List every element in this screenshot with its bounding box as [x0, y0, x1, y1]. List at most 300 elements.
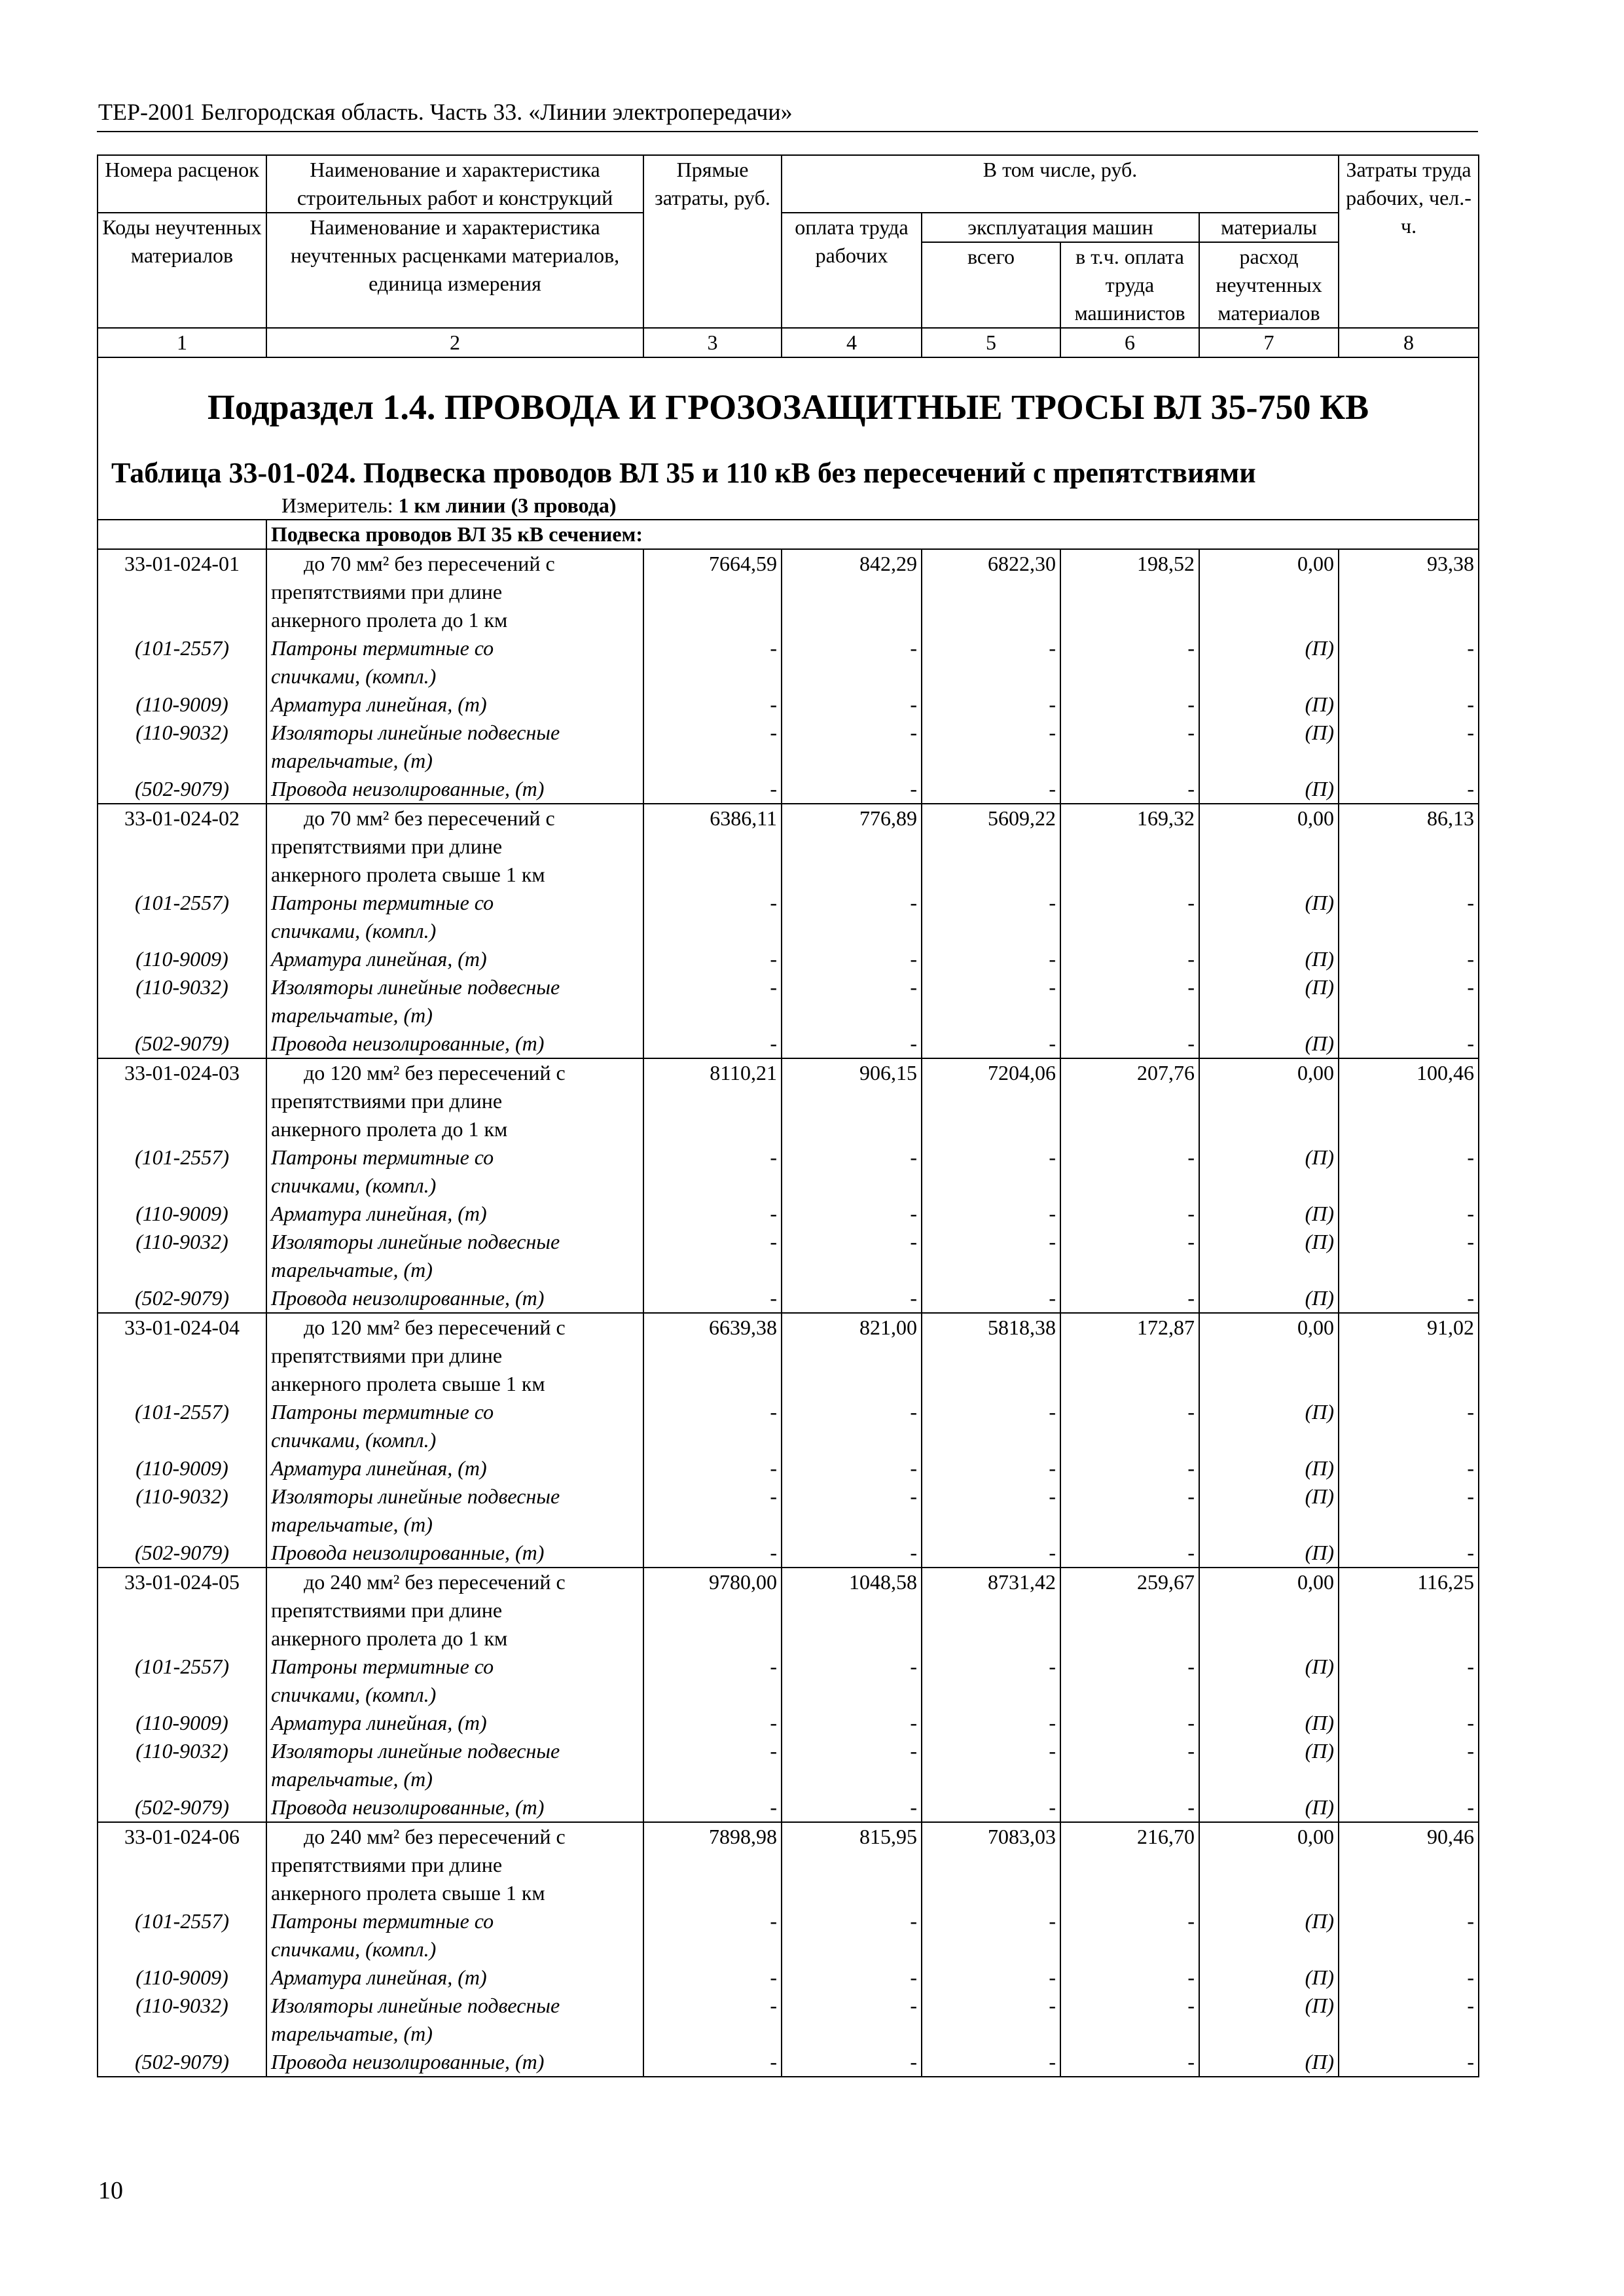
- dash-cell: -: [782, 634, 922, 691]
- text-line: Патроны термитные со: [271, 1909, 494, 1933]
- text-line: анкерного пролета свыше 1 км: [271, 1881, 545, 1905]
- dash-cell: -: [922, 634, 1060, 691]
- dash-cell: -: [643, 1964, 782, 1992]
- material-mark: (П): [1199, 945, 1339, 973]
- col1-bottom-header: Коды неучтенных материалов: [98, 213, 266, 328]
- dash-cell: -: [643, 945, 782, 973]
- dash-cell: -: [643, 719, 782, 775]
- rate-materials: 0,00: [1199, 1313, 1339, 1398]
- material-row: [98, 1030, 1479, 1058]
- rate-materials: 0,00: [1199, 549, 1339, 634]
- material-row: [98, 1793, 1479, 1822]
- dash-cell: -: [1339, 1454, 1479, 1482]
- dash-cell: -: [782, 1200, 922, 1228]
- material-mark: (П): [1199, 634, 1339, 691]
- material-row: [98, 634, 1479, 691]
- material-code: (101-2557): [98, 1653, 266, 1709]
- rate-hours: 116,25: [1339, 1568, 1479, 1653]
- text-line: Арматура линейная, (т): [271, 1202, 487, 1225]
- dash-cell: -: [922, 1992, 1060, 2048]
- rate-code: 33-01-024-05: [98, 1568, 266, 1653]
- dash-cell: -: [1060, 1709, 1199, 1737]
- dash-cell: -: [1060, 1454, 1199, 1482]
- dash-cell: -: [782, 1228, 922, 1284]
- rate-labor: 842,29: [782, 549, 922, 634]
- dash-cell: -: [782, 1793, 922, 1822]
- dash-cell: -: [1060, 634, 1199, 691]
- column-number: 6: [1060, 328, 1199, 357]
- dash-cell: -: [922, 1653, 1060, 1709]
- rate-machines: 5609,22: [922, 804, 1060, 889]
- material-row: [98, 2048, 1479, 2077]
- rate-hours: 93,38: [1339, 549, 1479, 634]
- dash-cell: -: [1339, 973, 1479, 1030]
- dash-cell: -: [782, 1539, 922, 1568]
- dash-cell: -: [782, 1398, 922, 1454]
- rate-labor: 906,15: [782, 1058, 922, 1143]
- dash-cell: -: [1339, 1907, 1479, 1964]
- material-row: [98, 945, 1479, 973]
- column-number: 1: [98, 328, 266, 357]
- material-mark: (П): [1199, 1907, 1339, 1964]
- text-line: Провода неизолированные, (т): [271, 1031, 545, 1055]
- dash-cell: -: [922, 1143, 1060, 1200]
- material-code: (110-9009): [98, 1454, 266, 1482]
- dash-cell: -: [1060, 2048, 1199, 2077]
- dash-cell: -: [1339, 1482, 1479, 1539]
- material-row: [98, 1709, 1479, 1737]
- material-code: (101-2557): [98, 634, 266, 691]
- material-name: [266, 634, 643, 691]
- dash-cell: -: [1060, 1284, 1199, 1313]
- material-row: [98, 1228, 1479, 1284]
- material-code: (110-9009): [98, 1964, 266, 1992]
- dash-cell: -: [782, 889, 922, 945]
- dash-cell: -: [1339, 1284, 1479, 1313]
- dash-cell: -: [643, 1200, 782, 1228]
- dash-cell: -: [922, 1200, 1060, 1228]
- text-line: препятствиями при длине: [271, 1344, 503, 1367]
- dash-cell: -: [1060, 945, 1199, 973]
- text-line: спичками, (компл.): [271, 1174, 437, 1197]
- text-line: препятствиями при длине: [271, 1853, 503, 1876]
- material-code: (502-9079): [98, 775, 266, 804]
- material-name: [266, 1992, 643, 2048]
- dash-cell: -: [922, 1709, 1060, 1737]
- text-line: Провода неизолированные, (т): [271, 1286, 545, 1310]
- header-row-2: [98, 213, 1479, 242]
- material-mark: (П): [1199, 691, 1339, 719]
- text-line: тарельчатые, (т): [271, 1767, 433, 1791]
- text-line: спичками, (компл.): [271, 1428, 437, 1452]
- material-mark: (П): [1199, 1143, 1339, 1200]
- dash-cell: -: [922, 775, 1060, 804]
- material-code: (110-9009): [98, 1709, 266, 1737]
- material-name: [266, 775, 643, 804]
- dash-cell: -: [782, 1709, 922, 1737]
- dash-cell: -: [922, 889, 1060, 945]
- dash-cell: -: [782, 1964, 922, 1992]
- dash-cell: -: [643, 634, 782, 691]
- rate-hours: 91,02: [1339, 1313, 1479, 1398]
- dash-cell: -: [922, 1454, 1060, 1482]
- rate-labor: 821,00: [782, 1313, 922, 1398]
- rate-direct: 6386,11: [643, 804, 782, 889]
- material-code: (110-9032): [98, 719, 266, 775]
- dash-cell: -: [782, 1992, 922, 2048]
- rate-drivers: 259,67: [1060, 1568, 1199, 1653]
- material-row: [98, 1143, 1479, 1200]
- text-line: Арматура линейная, (т): [271, 947, 487, 971]
- dash-cell: -: [1339, 2048, 1479, 2077]
- dash-cell: -: [782, 1482, 922, 1539]
- dash-cell: -: [782, 1143, 922, 1200]
- rate-code: 33-01-024-01: [98, 549, 266, 634]
- material-code: (110-9009): [98, 945, 266, 973]
- material-row: [98, 719, 1479, 775]
- text-line: спичками, (компл.): [271, 919, 437, 942]
- text-line: Патроны термитные со: [271, 1145, 494, 1169]
- rate-labor: 776,89: [782, 804, 922, 889]
- dash-cell: -: [643, 1228, 782, 1284]
- material-mark: (П): [1199, 1398, 1339, 1454]
- material-name: [266, 1653, 643, 1709]
- dash-cell: -: [643, 1482, 782, 1539]
- dash-cell: -: [1339, 1539, 1479, 1568]
- dash-cell: -: [1060, 1793, 1199, 1822]
- group-heading: Подвеска проводов ВЛ 35 кВ сечением:: [266, 520, 1479, 549]
- column-number: 7: [1199, 328, 1339, 357]
- rate-description: [266, 804, 643, 889]
- text-line: тарельчатые, (т): [271, 2022, 433, 2045]
- text-line: до 70 мм² без пересечений с: [304, 552, 555, 575]
- dash-cell: -: [782, 973, 922, 1030]
- header-divider: [97, 131, 1478, 132]
- material-code: (110-9032): [98, 1737, 266, 1793]
- dash-cell: -: [1339, 1398, 1479, 1454]
- rate-hours: 86,13: [1339, 804, 1479, 889]
- dash-cell: -: [1339, 1143, 1479, 1200]
- dash-cell: -: [643, 1398, 782, 1454]
- col4-header: оплата труда рабочих: [782, 213, 922, 328]
- rate-hours: 100,46: [1339, 1058, 1479, 1143]
- dash-cell: -: [1060, 1737, 1199, 1793]
- material-code: (502-9079): [98, 1793, 266, 1822]
- rate-description: [266, 1313, 643, 1398]
- dash-cell: -: [1060, 775, 1199, 804]
- dash-cell: -: [922, 1793, 1060, 1822]
- dash-cell: -: [1339, 775, 1479, 804]
- text-line: Патроны термитные со: [271, 891, 494, 914]
- material-row: [98, 775, 1479, 804]
- material-mark: (П): [1199, 973, 1339, 1030]
- material-row: [98, 973, 1479, 1030]
- text-line: анкерного пролета до 1 км: [271, 1117, 508, 1141]
- dash-cell: -: [1339, 889, 1479, 945]
- dash-cell: -: [1060, 1030, 1199, 1058]
- page-header-title: ТЕР-2001 Белгородская область. Часть 33. «Линии электропередачи»: [98, 99, 793, 125]
- dash-cell: -: [782, 1907, 922, 1964]
- material-name: [266, 719, 643, 775]
- text-line: до 240 мм² без пересечений с: [304, 1570, 566, 1594]
- material-code: (101-2557): [98, 889, 266, 945]
- text-line: Изоляторы линейные подвесные: [271, 1484, 560, 1508]
- col7-header: расход неучтенных материалов: [1199, 242, 1339, 328]
- text-line: тарельчатые, (т): [271, 1003, 433, 1027]
- rate-description: [266, 549, 643, 634]
- text-line: тарельчатые, (т): [271, 1258, 433, 1282]
- col1-top-header: Номера расценок: [98, 155, 266, 213]
- dash-cell: -: [1339, 719, 1479, 775]
- material-name: [266, 1398, 643, 1454]
- material-code: (110-9032): [98, 1228, 266, 1284]
- material-mark: (П): [1199, 889, 1339, 945]
- text-line: тарельчатые, (т): [271, 1513, 433, 1536]
- text-line: до 70 мм² без пересечений с: [304, 806, 555, 830]
- rates-table: [97, 154, 1479, 2077]
- material-name: [266, 945, 643, 973]
- dash-cell: -: [782, 945, 922, 973]
- material-name: [266, 1964, 643, 1992]
- text-line: Патроны термитные со: [271, 1400, 494, 1424]
- rate-row: [98, 804, 1479, 889]
- rate-drivers: 172,87: [1060, 1313, 1199, 1398]
- material-mark: (П): [1199, 1539, 1339, 1568]
- dash-cell: -: [1339, 1653, 1479, 1709]
- text-line: Изоляторы линейные подвесные: [271, 975, 560, 999]
- subsection-title: Подраздел 1.4. ПРОВОДА И ГРОЗОЗАЩИТНЫЕ ТРОСЫ ВЛ 35-750 КВ: [207, 387, 1369, 427]
- dash-cell: -: [782, 1030, 922, 1058]
- text-line: Арматура линейная, (т): [271, 692, 487, 716]
- material-mark: (П): [1199, 1200, 1339, 1228]
- material-code: (101-2557): [98, 1398, 266, 1454]
- dash-cell: -: [922, 945, 1060, 973]
- material-name: [266, 1454, 643, 1482]
- text-line: до 120 мм² без пересечений с: [304, 1316, 566, 1339]
- material-code: (110-9032): [98, 1992, 266, 2048]
- rate-machines: 8731,42: [922, 1568, 1060, 1653]
- text-line: препятствиями при длине: [271, 1089, 503, 1113]
- material-row: [98, 1284, 1479, 1313]
- rate-materials: 0,00: [1199, 1822, 1339, 1907]
- material-mark: (П): [1199, 1030, 1339, 1058]
- dash-cell: -: [643, 775, 782, 804]
- rate-row: [98, 1568, 1479, 1653]
- dash-cell: -: [1060, 719, 1199, 775]
- rate-materials: 0,00: [1199, 804, 1339, 889]
- dash-cell: -: [1339, 1030, 1479, 1058]
- dash-cell: -: [782, 1454, 922, 1482]
- dash-cell: -: [1060, 889, 1199, 945]
- dash-cell: -: [1339, 1992, 1479, 2048]
- dash-cell: -: [922, 691, 1060, 719]
- included-header: В том числе, руб.: [782, 155, 1339, 213]
- measure-value: 1 км линии (3 провода): [398, 493, 617, 517]
- material-name: [266, 1030, 643, 1058]
- rate-direct: 8110,21: [643, 1058, 782, 1143]
- dash-cell: -: [1060, 973, 1199, 1030]
- rate-drivers: 207,76: [1060, 1058, 1199, 1143]
- material-row: [98, 1964, 1479, 1992]
- text-line: Провода неизолированные, (т): [271, 777, 545, 800]
- material-name: [266, 1907, 643, 1964]
- dash-cell: -: [643, 1907, 782, 1964]
- dash-cell: -: [782, 719, 922, 775]
- text-line: анкерного пролета до 1 км: [271, 608, 508, 632]
- dash-cell: -: [1060, 1398, 1199, 1454]
- material-code: (502-9079): [98, 1539, 266, 1568]
- dash-cell: -: [922, 973, 1060, 1030]
- dash-cell: -: [1060, 691, 1199, 719]
- text-line: анкерного пролета свыше 1 км: [271, 1372, 545, 1395]
- material-name: [266, 1284, 643, 1313]
- dash-cell: -: [1339, 1228, 1479, 1284]
- dash-cell: -: [1339, 1709, 1479, 1737]
- material-mark: (П): [1199, 1793, 1339, 1822]
- dash-cell: -: [1060, 1964, 1199, 1992]
- rate-description: [266, 1568, 643, 1653]
- dash-cell: -: [643, 1737, 782, 1793]
- section-heading-row: [98, 357, 1479, 520]
- material-code: (110-9032): [98, 973, 266, 1030]
- material-mark: (П): [1199, 2048, 1339, 2077]
- material-name: [266, 1143, 643, 1200]
- material-row: [98, 1482, 1479, 1539]
- column-number: 2: [266, 328, 643, 357]
- dash-cell: -: [1060, 1482, 1199, 1539]
- dash-cell: -: [643, 1793, 782, 1822]
- text-line: препятствиями при длине: [271, 1598, 503, 1622]
- text-line: Арматура линейная, (т): [271, 1965, 487, 1989]
- dash-cell: -: [922, 1398, 1060, 1454]
- dash-cell: -: [1060, 1992, 1199, 2048]
- material-row: [98, 1539, 1479, 1568]
- dash-cell: -: [643, 2048, 782, 2077]
- material-row: [98, 889, 1479, 945]
- dash-cell: -: [643, 1030, 782, 1058]
- material-code: (502-9079): [98, 1030, 266, 1058]
- rate-row: [98, 1822, 1479, 1907]
- material-mark: (П): [1199, 719, 1339, 775]
- column-number: 4: [782, 328, 922, 357]
- rate-drivers: 169,32: [1060, 804, 1199, 889]
- rate-code: 33-01-024-03: [98, 1058, 266, 1143]
- rate-direct: 9780,00: [643, 1568, 782, 1653]
- dash-cell: -: [922, 1907, 1060, 1964]
- dash-cell: -: [643, 1709, 782, 1737]
- rate-description: [266, 1058, 643, 1143]
- text-line: до 120 мм² без пересечений с: [304, 1061, 566, 1085]
- text-line: Изоляторы линейные подвесные: [271, 721, 560, 744]
- rate-description: [266, 1822, 643, 1907]
- dash-cell: -: [1339, 1964, 1479, 1992]
- dash-cell: -: [1339, 945, 1479, 973]
- materials-header: материалы: [1199, 213, 1339, 242]
- rate-machines: 5818,38: [922, 1313, 1060, 1398]
- column-number: 8: [1339, 328, 1479, 357]
- material-row: [98, 1454, 1479, 1482]
- dash-cell: -: [1060, 1907, 1199, 1964]
- material-mark: (П): [1199, 1228, 1339, 1284]
- dash-cell: -: [643, 889, 782, 945]
- dash-cell: -: [922, 1539, 1060, 1568]
- dash-cell: -: [782, 1284, 922, 1313]
- material-mark: (П): [1199, 1653, 1339, 1709]
- material-name: [266, 1793, 643, 1822]
- material-name: [266, 889, 643, 945]
- material-name: [266, 2048, 643, 2077]
- material-name: [266, 1482, 643, 1539]
- dash-cell: -: [782, 691, 922, 719]
- dash-cell: -: [922, 1030, 1060, 1058]
- material-row: [98, 1200, 1479, 1228]
- dash-cell: -: [782, 1653, 922, 1709]
- rate-drivers: 198,52: [1060, 549, 1199, 634]
- dash-cell: -: [922, 2048, 1060, 2077]
- text-line: Провода неизолированные, (т): [271, 1541, 545, 1564]
- material-row: [98, 1907, 1479, 1964]
- dash-cell: -: [1339, 1793, 1479, 1822]
- rate-code: 33-01-024-02: [98, 804, 266, 889]
- material-code: (110-9009): [98, 1200, 266, 1228]
- text-line: Изоляторы линейные подвесные: [271, 1994, 560, 2017]
- dash-cell: -: [782, 1737, 922, 1793]
- dash-cell: -: [643, 1143, 782, 1200]
- dash-cell: -: [922, 719, 1060, 775]
- material-mark: (П): [1199, 1482, 1339, 1539]
- text-line: тарельчатые, (т): [271, 749, 433, 772]
- group-heading-row: [98, 520, 1479, 549]
- dash-cell: -: [782, 2048, 922, 2077]
- text-line: спичками, (компл.): [271, 1937, 437, 1961]
- dash-cell: -: [1060, 1200, 1199, 1228]
- text-line: спичками, (компл.): [271, 664, 437, 688]
- material-mark: (П): [1199, 1992, 1339, 2048]
- dash-cell: -: [1060, 1653, 1199, 1709]
- material-name: [266, 1539, 643, 1568]
- rate-row: [98, 1313, 1479, 1398]
- material-name: [266, 1709, 643, 1737]
- text-line: Арматура линейная, (т): [271, 1456, 487, 1480]
- material-name: [266, 691, 643, 719]
- dash-cell: -: [1060, 1143, 1199, 1200]
- dash-cell: -: [922, 1964, 1060, 1992]
- rate-row: [98, 1058, 1479, 1143]
- col8-header: Затраты труда рабочих, чел.-ч.: [1339, 155, 1479, 328]
- rate-direct: 7898,98: [643, 1822, 782, 1907]
- text-line: Патроны термитные со: [271, 1655, 494, 1678]
- rate-machines: 6822,30: [922, 549, 1060, 634]
- dash-cell: -: [922, 1228, 1060, 1284]
- text-line: препятствиями при длине: [271, 834, 503, 858]
- dash-cell: -: [922, 1284, 1060, 1313]
- material-row: [98, 1653, 1479, 1709]
- material-name: [266, 1228, 643, 1284]
- dash-cell: -: [643, 1992, 782, 2048]
- dash-cell: -: [782, 775, 922, 804]
- material-row: [98, 1992, 1479, 2048]
- col2-bottom-header: Наименование и характеристика неучтенных расценками материалов, единица измерения: [266, 213, 643, 328]
- text-line: до 240 мм² без пересечений с: [304, 1825, 566, 1848]
- material-mark: (П): [1199, 1964, 1339, 1992]
- material-code: (502-9079): [98, 1284, 266, 1313]
- material-mark: (П): [1199, 1454, 1339, 1482]
- material-mark: (П): [1199, 1284, 1339, 1313]
- material-mark: (П): [1199, 775, 1339, 804]
- rate-code: 33-01-024-04: [98, 1313, 266, 1398]
- table-title: Таблица 33-01-024. Подвеска проводов ВЛ 35 и 110 кВ без пересечений с препятствиями: [111, 457, 1256, 489]
- material-mark: (П): [1199, 1709, 1339, 1737]
